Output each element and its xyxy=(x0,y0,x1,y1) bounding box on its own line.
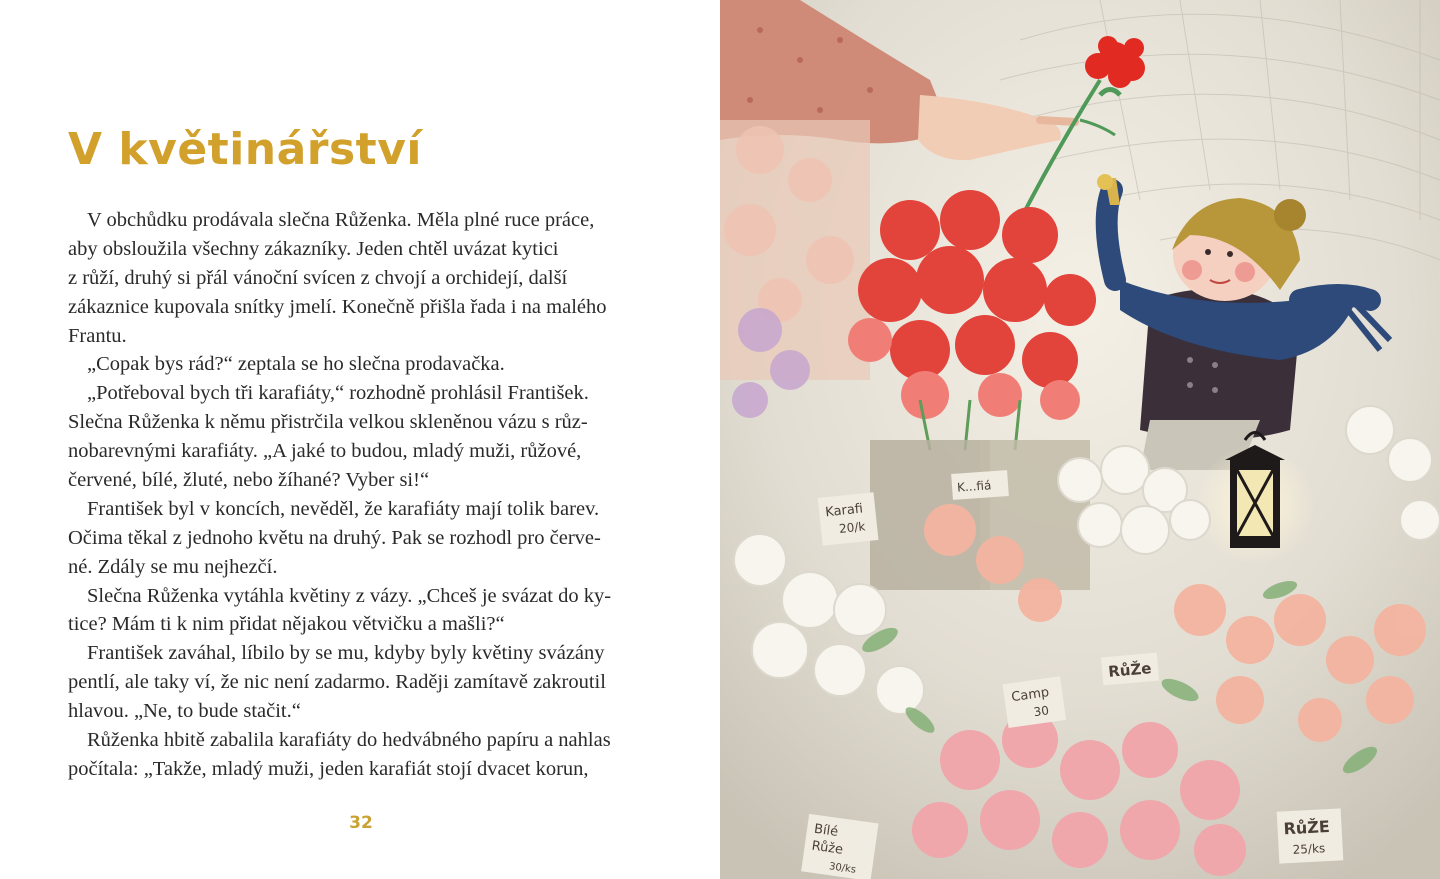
text-line: Slečna Růženka vytáhla květiny z vázy. „Chceš je svázat do ky- xyxy=(87,584,612,607)
text-line: „Copak bys rád?“ zeptala se ho slečna prodavačka. xyxy=(87,353,505,376)
text-line: z růží, druhý si přál vánoční svícen z chvojí a orchidejí, další xyxy=(68,266,568,289)
svg-text:20/k: 20/k xyxy=(838,519,866,536)
svg-text:30/ks: 30/ks xyxy=(828,861,857,876)
text-line: červené, bílé, žluté, nebo žíhané? Vyber si!“ xyxy=(68,469,430,492)
svg-text:Karafi: Karafi xyxy=(824,501,864,521)
price-sign-ruze xyxy=(1101,653,1159,686)
flower-stall-left xyxy=(720,120,870,418)
chapter-title: V květinářství xyxy=(68,124,422,175)
story-text xyxy=(68,206,658,784)
text-line: V obchůdku prodávala slečna Růženka. Měla plné ruce práce, xyxy=(87,209,595,231)
price-sign-karafiaty-top xyxy=(951,470,1009,500)
svg-text:25/ks: 25/ks xyxy=(1292,841,1326,857)
text-line: né. Zdály se mu nejhezčí. xyxy=(68,555,278,578)
price-sign-bile-ruze xyxy=(801,814,878,879)
svg-text:RůŽE: RůŽE xyxy=(1283,816,1331,839)
text-line: Slečna Růženka k němu přistrčila velkou skleněnou vázu s růz- xyxy=(68,411,588,434)
price-sign-ruze-right xyxy=(1277,808,1344,863)
svg-text:30: 30 xyxy=(1032,703,1050,720)
text-line: zákaznice kupovala snítky jmelí. Konečně přišla řada i na malého xyxy=(68,295,607,318)
text-line: Frantu. xyxy=(68,324,127,347)
text-line: hlavou. „Ne, to bude stačit.“ xyxy=(68,700,301,723)
text-line: Růženka hbitě zabalila karafiáty do hedvábného papíru a nahlas xyxy=(87,729,611,752)
svg-text:Růže: Růže xyxy=(810,838,845,858)
flower-shop-illustration xyxy=(720,0,1440,879)
svg-text:RůŽe: RůŽe xyxy=(1107,659,1153,681)
text-line: počítala: „Takže, mladý muži, jeden karafiát stojí dvacet korun, xyxy=(68,757,589,780)
svg-text:Bílé: Bílé xyxy=(813,821,840,840)
text-line: František zaváhal, líbilo by se mu, kdyby byly květiny svázány xyxy=(87,642,605,665)
text-line: tice? Mám ti k nim přidat nějakou větvičku a mašli?“ xyxy=(68,613,505,636)
text-line: Očima těkal z jednoho květu na druhý. Pak se rozhodl pro červe- xyxy=(68,526,601,549)
text-line: aby obsloužila všechny zákazníky. Jeden chtěl uvázat kytici xyxy=(68,237,559,260)
price-sign-karafiaty-left xyxy=(818,492,879,546)
text-line: pentlí, ale taky ví, že nic není zadarmo. Raději zamítavě zakroutil xyxy=(68,671,606,694)
text-line: František byl v koncích, nevěděl, že karafiáty mají tolik barev. xyxy=(87,497,600,520)
price-sign-campanula xyxy=(1003,676,1067,728)
page-number: 32 xyxy=(349,813,373,833)
text-line: nobarevnými karafiáty. „A jaké to budou, mladý muži, růžové, xyxy=(68,440,582,463)
text-line: „Potřeboval bych tři karafiáty,“ rozhodně prohlásil František. xyxy=(87,382,589,405)
svg-text:K...fiá: K...fiá xyxy=(956,478,992,495)
svg-text:Camp: Camp xyxy=(1010,685,1051,706)
